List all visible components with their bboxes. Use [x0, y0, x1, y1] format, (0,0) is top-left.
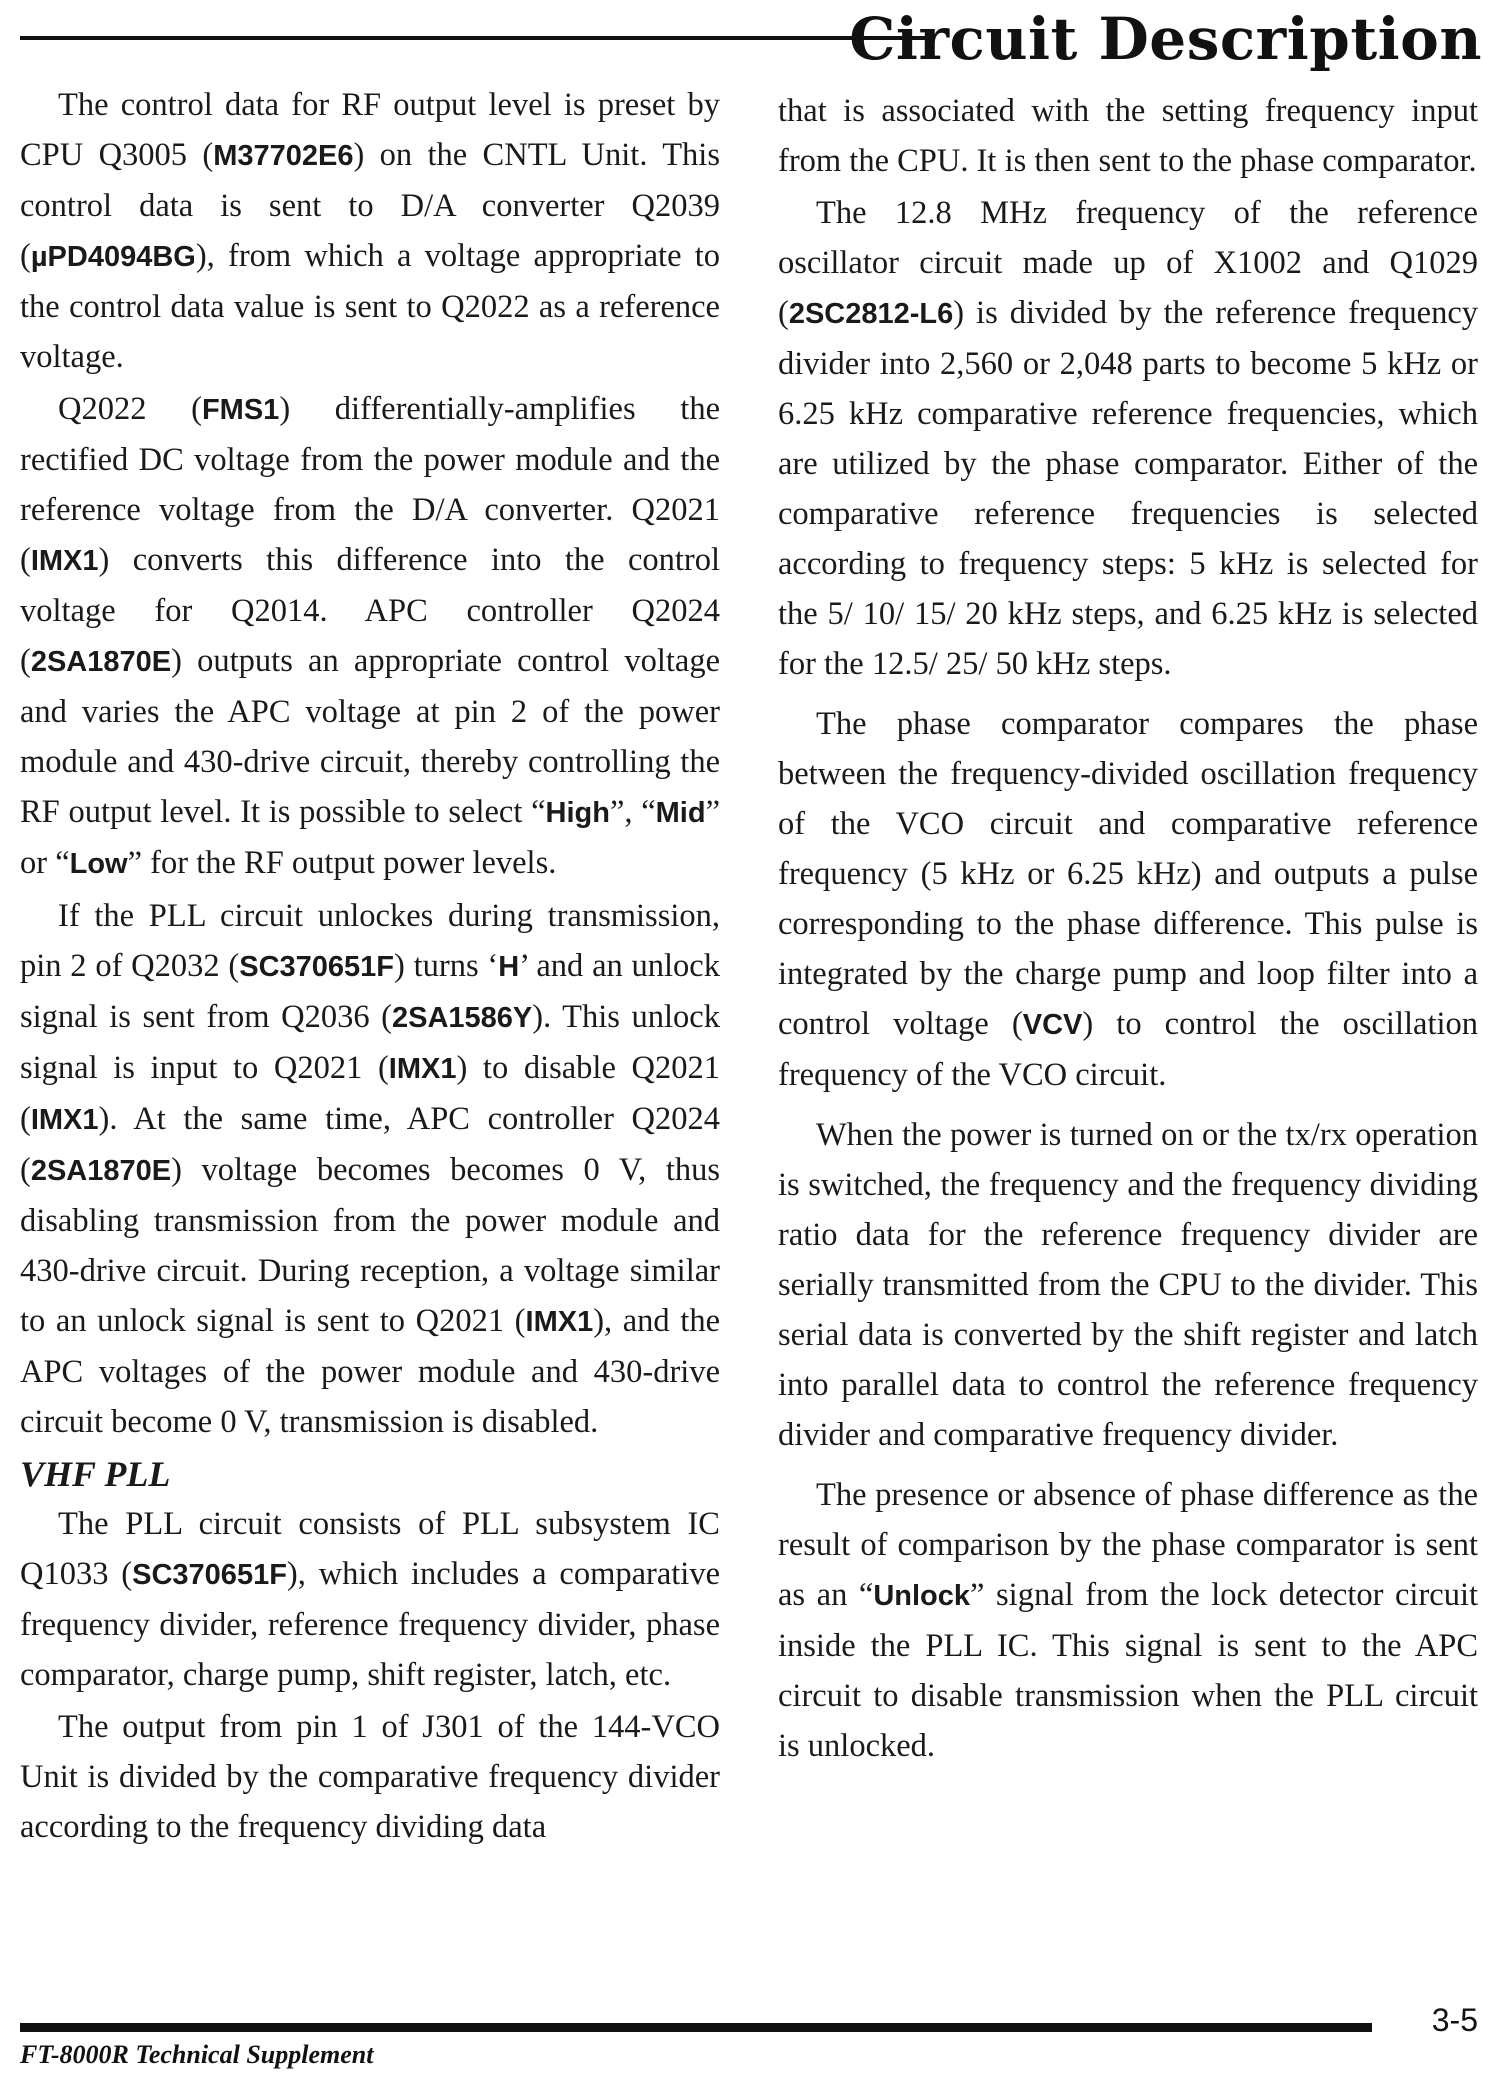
part-number: High	[545, 797, 610, 829]
paragraph-text: that is associated with the setting frequency input from the CPU. It is then sent to the phase comparator.	[778, 93, 1478, 179]
paragraph-text: The 12.8 MHz frequency of the reference oscillator circuit made up of X1002 and Q1029 (	[778, 195, 1478, 331]
paragraph	[778, 699, 1478, 1100]
part-number: H	[498, 951, 520, 983]
paragraph-text: ) to control the oscillation frequency of the VCO circuit.	[778, 1006, 1478, 1093]
part-number: VCV	[1022, 1009, 1083, 1041]
paragraph-text: ), which includes a comparative frequency divider, reference frequency divider, phase comparator, charge pump, shift register, latch, etc.	[20, 1556, 721, 1693]
paragraph-text: When the power is turned on or the tx/rx operation is switched, the frequency and the frequency dividing ratio data for the reference frequency divider are serially transmitted from the CPU to the divider. This serial data is converted by the shift register and latch into parallel data to control the reference frequency divider and comparative frequency divider.	[778, 1117, 1478, 1453]
paragraph-text: ). This unlock signal is input to Q2021 (	[20, 999, 720, 1086]
part-number: Mid	[655, 797, 706, 829]
section-heading: VHF PLL	[20, 1454, 171, 1494]
part-number: 2SA1870E	[30, 1155, 172, 1187]
paragraph-text: ) outputs an appropriate control voltage and varies the APC voltage at pin 2 of the power module and 430-drive circuit, thereby controlling the RF output level. It is possible to select “	[20, 643, 720, 830]
footer-rule	[20, 2023, 1372, 2032]
page-title: Circuit Description	[849, 5, 1482, 73]
part-number: Low	[69, 848, 128, 880]
paragraph-text: ”, “	[609, 794, 656, 830]
paragraph	[20, 384, 720, 889]
paragraph-text: The phase comparator compares the phase between the frequency-divided oscillation frequency of the VCO circuit and comparative reference frequency (5 kHz or 6.25 kHz) and outputs a pulse corresponding to the phase difference. This pulse is integrated by the charge pump and loop filter into a control voltage (	[778, 706, 1478, 1042]
paragraph	[20, 1499, 720, 1700]
paragraph-text: ) turns ‘	[394, 948, 499, 984]
right-column	[778, 86, 1478, 1773]
paragraph-text: ” or “	[20, 794, 720, 881]
paragraph-text: ), and the APC voltages of the power module and 430-drive circuit become 0 V, transmission is disabled.	[20, 1303, 720, 1440]
paragraph-text: The control data for RF output level is preset by CPU Q3005 (	[20, 87, 720, 173]
paragraph	[778, 1470, 1478, 1771]
paragraph	[778, 188, 1478, 689]
paragraph-text: ’ and an unlock signal is sent from Q2036 (	[20, 948, 720, 1035]
part-number: IMX1	[525, 1306, 594, 1338]
part-number: µPD4094BG	[30, 241, 196, 273]
paragraph	[20, 1702, 720, 1852]
paragraph-text: ) to disable Q2021 (	[20, 1050, 720, 1137]
part-number: IMX1	[30, 545, 99, 577]
paragraph-text: The PLL circuit consists of PLL subsystem IC Q1033 (	[20, 1506, 720, 1592]
part-number: 2SA1586Y	[391, 1002, 533, 1034]
part-number: Unlock	[873, 1580, 971, 1612]
paragraph-text: ). At the same time, APC controller Q2024 (	[20, 1101, 720, 1188]
page-number: 3-5	[1431, 2002, 1478, 2038]
paragraph-text: The output from pin 1 of J301 of the 144-VCO Unit is divided by the comparative frequency divider according to the frequency dividing data	[20, 1709, 720, 1845]
part-number: IMX1	[388, 1053, 457, 1085]
paragraph-text: ) differentially-amplifies the rectified DC voltage from the power module and the reference voltage from the D/A converter. Q2021 (	[20, 391, 720, 578]
part-number: 2SC2812-L6	[788, 298, 954, 330]
paragraph	[20, 891, 720, 1447]
part-number: 2SA1870E	[30, 646, 172, 678]
paragraph-text: ), from which a voltage appropriate to the control data value is sent to Q2022 as a reference voltage.	[20, 238, 720, 375]
paragraph-text: ) on the CNTL Unit. This control data is sent to D/A converter Q2039 (	[20, 137, 720, 274]
footer-title: FT-8000R Technical Supplement	[20, 2040, 374, 2069]
paragraph-text: ) converts this difference into the control voltage for Q2014. APC controller Q2024 (	[20, 542, 720, 679]
paragraph-text: ) is divided by the reference frequency divider into 2,560 or 2,048 parts to become 5 kHz or 6.25 kHz comparative reference frequencies, which are utilized by the phase comparator. Either of the comparative reference frequencies is selected according to frequency steps: 5 kHz is selected for the 5/ 10/ 15/ 20 kHz steps, and 6.25 kHz is selected for the 12.5/ 25/ 50 kHz steps.	[778, 295, 1478, 682]
paragraph-text: The presence or absence of phase difference as the result of comparison by the phase comparator is sent as an “	[778, 1477, 1478, 1613]
paragraph-text: ” for the RF output power levels.	[127, 845, 557, 881]
paragraph	[20, 80, 720, 382]
header-rule	[20, 36, 925, 40]
paragraph	[778, 1110, 1478, 1460]
part-number: SC370651F	[132, 1559, 287, 1591]
paragraph	[778, 86, 1478, 186]
paragraph-text: ) voltage becomes becomes 0 V, thus disabling transmission from the power module and 430-drive circuit. During reception, a voltage similar to an unlock signal is sent to Q2021 (	[20, 1152, 720, 1339]
part-number: M37702E6	[213, 140, 354, 172]
paragraph-text: ” signal from the lock detector circuit inside the PLL IC. This signal is sent to the APC circuit to disable transmission when the PLL circuit is unlocked.	[778, 1577, 1478, 1764]
paragraph-text: If the PLL circuit unlockes during transmission, pin 2 of Q2032 (	[20, 898, 720, 984]
part-number: IMX1	[30, 1104, 99, 1136]
part-number: SC370651F	[239, 951, 395, 983]
part-number: FMS1	[201, 394, 280, 426]
paragraph-text: Q2022 (	[58, 391, 202, 427]
left-column	[20, 80, 720, 1854]
